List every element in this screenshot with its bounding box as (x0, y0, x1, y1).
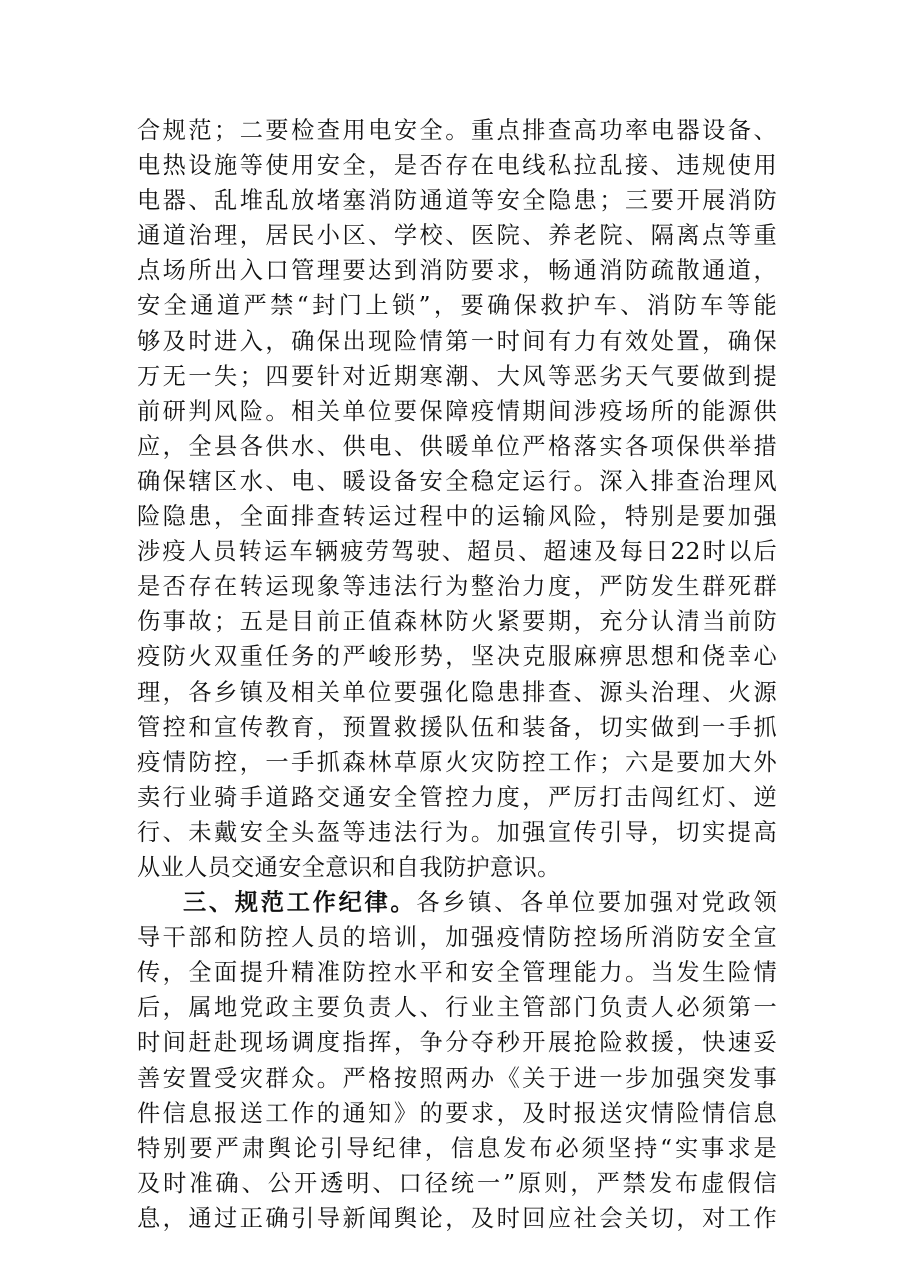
text-line: 涉疫人员转运车辆疲劳驾驶、超员、超速及每日22时以后 (137, 538, 777, 566)
text-line: 疫情防控，一手抓森林草原火灾防控工作；六是要加大外 (137, 748, 777, 776)
text-line: 及时准确、公开透明、口径统一”原则，严禁发布虚假信 (137, 1169, 777, 1197)
text-line: 电热设施等使用安全，是否存在电线私拉乱接、违规使用 (137, 152, 777, 180)
paragraph-first-line (137, 885, 777, 920)
text-line: 够及时进入，确保出现险情第一时间有力有效处置，确保 (137, 327, 777, 355)
text-line: 是否存在转运现象等违法行为整治力度，严防发生群死群 (137, 573, 777, 601)
text-line: 应，全县各供水、供电、供暖单位严格落实各项保供举措 (137, 432, 777, 460)
text-line: 安全通道严禁“封门上锁”，要确保救护车、消防车等能 (137, 292, 777, 320)
text-line: 导干部和防控人员的培训，加强疫情防控场所消防安全宣 (137, 924, 777, 952)
text-line: 后，属地党政主要负责人、行业主管部门负责人必须第一 (137, 994, 777, 1022)
text-line: 时间赶赴现场调度指挥，争分夺秒开展抢险救援，快速妥 (137, 1029, 777, 1057)
paragraph-fire-safety-measures (137, 113, 777, 885)
document-body (137, 113, 777, 1236)
text-line: 卖行业骑手道路交通安全管控力度，严厉打击闯红灯、逆 (137, 783, 777, 811)
section-heading: 三、规范工作纪律。 (183, 889, 417, 917)
text-line: 通道治理，居民小区、学校、医院、养老院、隔离点等重 (137, 222, 777, 250)
paragraph-work-discipline (137, 885, 777, 1236)
text-line: 管控和宣传教育，预置救援队伍和装备，切实做到一手抓 (137, 713, 777, 741)
text-line: 万无一失；四要针对近期寒潮、大风等恶劣天气要做到提 (137, 362, 777, 390)
text-line: 伤事故；五是目前正值森林防火紧要期，充分认清当前防 (137, 608, 777, 636)
text-line: 确保辖区水、电、暖设备安全稳定运行。深入排查治理风 (137, 467, 777, 495)
text-line: 从业人员交通安全意识和自我防护意识。 (137, 853, 561, 881)
text-line: 险隐患，全面排查转运过程中的运输风险，特别是要加强 (137, 503, 777, 531)
text-line: 理，各乡镇及相关单位要强化隐患排查、源头治理、火源 (137, 678, 777, 706)
text-line: 疫防火双重任务的严峻形势，坚决克服麻痹思想和侥幸心 (137, 643, 777, 671)
text-line: 件信息报送工作的通知》的要求，及时报送灾情险情信息 (137, 1099, 777, 1127)
text-line: 特别要严肃舆论引导纪律，信息发布必须坚持“实事求是 (137, 1134, 777, 1162)
text-line: 合规范；二要检查用电安全。重点排查高功率电器设备、 (137, 117, 777, 144)
paragraph-text: 各乡镇、各单位要加强对党政领 (416, 889, 777, 917)
text-line: 点场所出入口管理要达到消防要求，畅通消防疏散通道， (137, 257, 777, 285)
text-line: 息，通过正确引导新闻舆论，及时回应社会关切，对工作 (137, 1204, 777, 1232)
text-line: 前研判风险。相关单位要保障疫情期间涉疫场所的能源供 (137, 397, 777, 425)
text-line: 传，全面提升精准防控水平和安全管理能力。当发生险情 (137, 959, 777, 987)
text-line: 电器、乱堆乱放堵塞消防通道等安全隐患；三要开展消防 (137, 187, 777, 215)
text-line: 善安置受灾群众。严格按照两办《关于进一步加强突发事 (137, 1064, 777, 1092)
text-line: 行、未戴安全头盔等违法行为。加强宣传引导，切实提高 (137, 818, 777, 846)
